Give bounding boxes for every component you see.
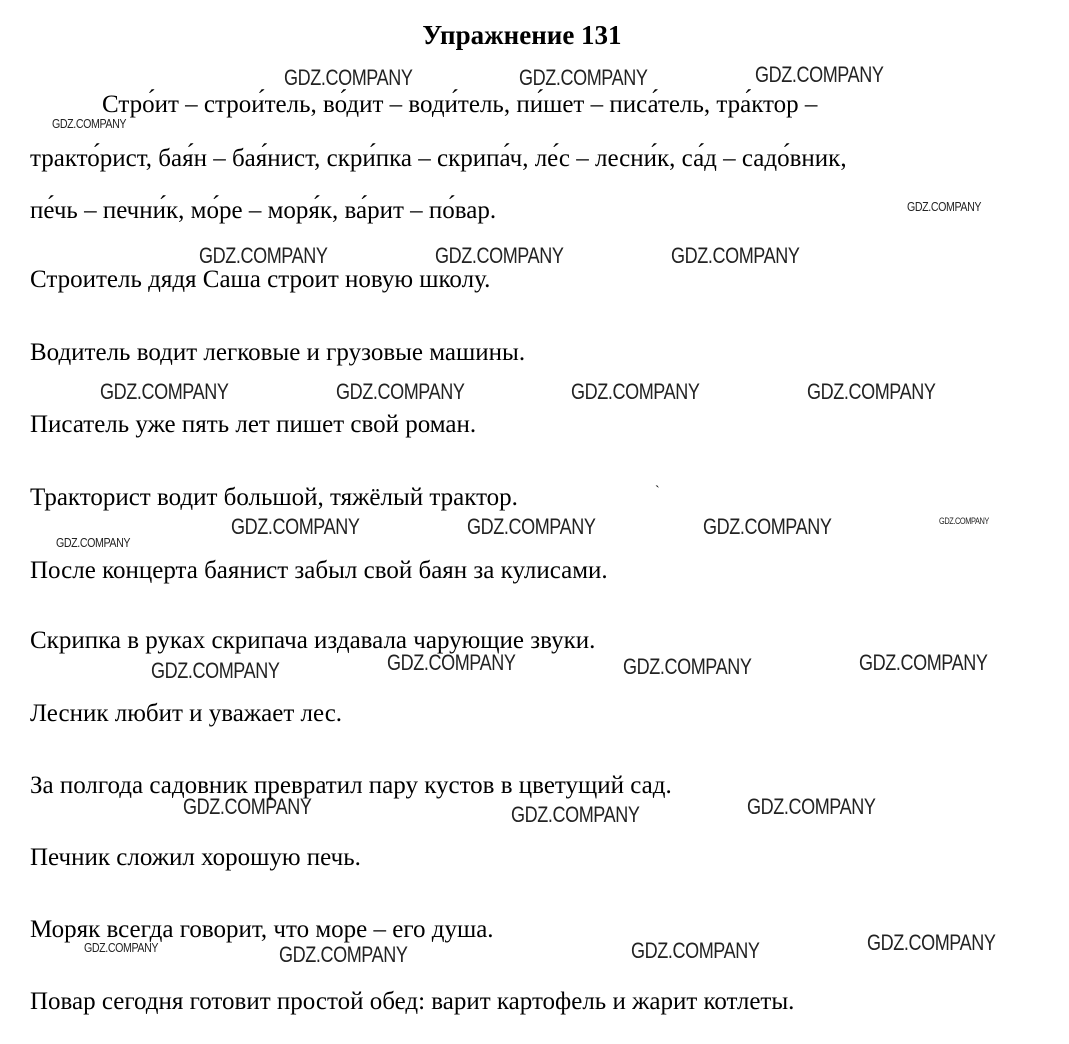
sentence-11: Повар сегодня готовит простой обед: варит картофель и жарит котлеты. (30, 988, 795, 1015)
watermark: GDZ.COMPANY (56, 535, 131, 550)
watermark: GDZ.COMPANY (100, 379, 229, 404)
sentence-8: За полгода садовник превратил пару кустов в цветущий сад. (30, 772, 672, 799)
watermark: GDZ.COMPANY (939, 516, 989, 526)
sentence-2: Водитель водит легковые и грузовые машины. (30, 339, 526, 366)
watermark: GDZ.COMPANY (519, 65, 648, 90)
watermark: GDZ.COMPANY (84, 940, 159, 955)
watermark: GDZ.COMPANY (859, 650, 988, 675)
watermark: GDZ.COMPANY (231, 514, 360, 539)
watermark: GDZ.COMPANY (435, 243, 564, 268)
watermark: GDZ.COMPANY (623, 654, 752, 679)
watermark: GDZ.COMPANY (467, 514, 596, 539)
stray-mark: ˋ (655, 484, 660, 499)
watermark: GDZ.COMPANY (867, 930, 996, 955)
watermark: GDZ.COMPANY (671, 243, 800, 268)
watermark: GDZ.COMPANY (747, 794, 876, 819)
sentence-1: Строитель дядя Саша строит новую школу. (30, 266, 491, 293)
watermark: GDZ.COMPANY (755, 62, 884, 87)
watermark: GDZ.COMPANY (387, 650, 516, 675)
watermark: GDZ.COMPANY (151, 658, 280, 683)
watermark: GDZ.COMPANY (279, 942, 408, 967)
sentence-6: Скрипка в руках скрипача издавала чарующие звуки. (30, 627, 596, 654)
watermark: GDZ.COMPANY (703, 514, 832, 539)
watermark: GDZ.COMPANY (52, 116, 127, 131)
watermark: GDZ.COMPANY (807, 379, 936, 404)
watermark: GDZ.COMPANY (571, 379, 700, 404)
watermark: GDZ.COMPANY (631, 938, 760, 963)
sentence-9: Печник сложил хорошую печь. (30, 844, 361, 871)
words-line-1: Стро́ит – строи́тель, во́дит – води́тель, пи́шет – писа́тель, тра́ктор – (102, 91, 818, 118)
watermark: GDZ.COMPANY (511, 802, 640, 827)
words-line-2: тракто́рист, бая́н – бая́нист, скри́пка – скрипа́ч, ле́с – лесни́к, са́д – садо́вник, (30, 145, 847, 172)
sentence-3: Писатель уже пять лет пишет свой роман. (30, 411, 477, 438)
watermark: GDZ.COMPANY (199, 243, 328, 268)
sentence-10: Моряк всегда говорит, что море – его душа. (30, 916, 494, 943)
watermark: GDZ.COMPANY (907, 199, 982, 214)
watermark: GDZ.COMPANY (336, 379, 465, 404)
watermark: GDZ.COMPANY (284, 65, 413, 90)
sentence-4: Тракторист водит большой, тяжёлый трактор. (30, 484, 518, 511)
watermark: GDZ.COMPANY (183, 794, 312, 819)
sentence-5: После концерта баянист забыл свой баян за кулисами. (30, 557, 608, 584)
sentence-7: Лесник любит и уважает лес. (30, 700, 343, 727)
words-line-3: пе́чь – печни́к, мо́ре – моря́к, ва́рит – по́вар. (30, 197, 497, 224)
exercise-title: Упражнение 131 (422, 20, 622, 50)
